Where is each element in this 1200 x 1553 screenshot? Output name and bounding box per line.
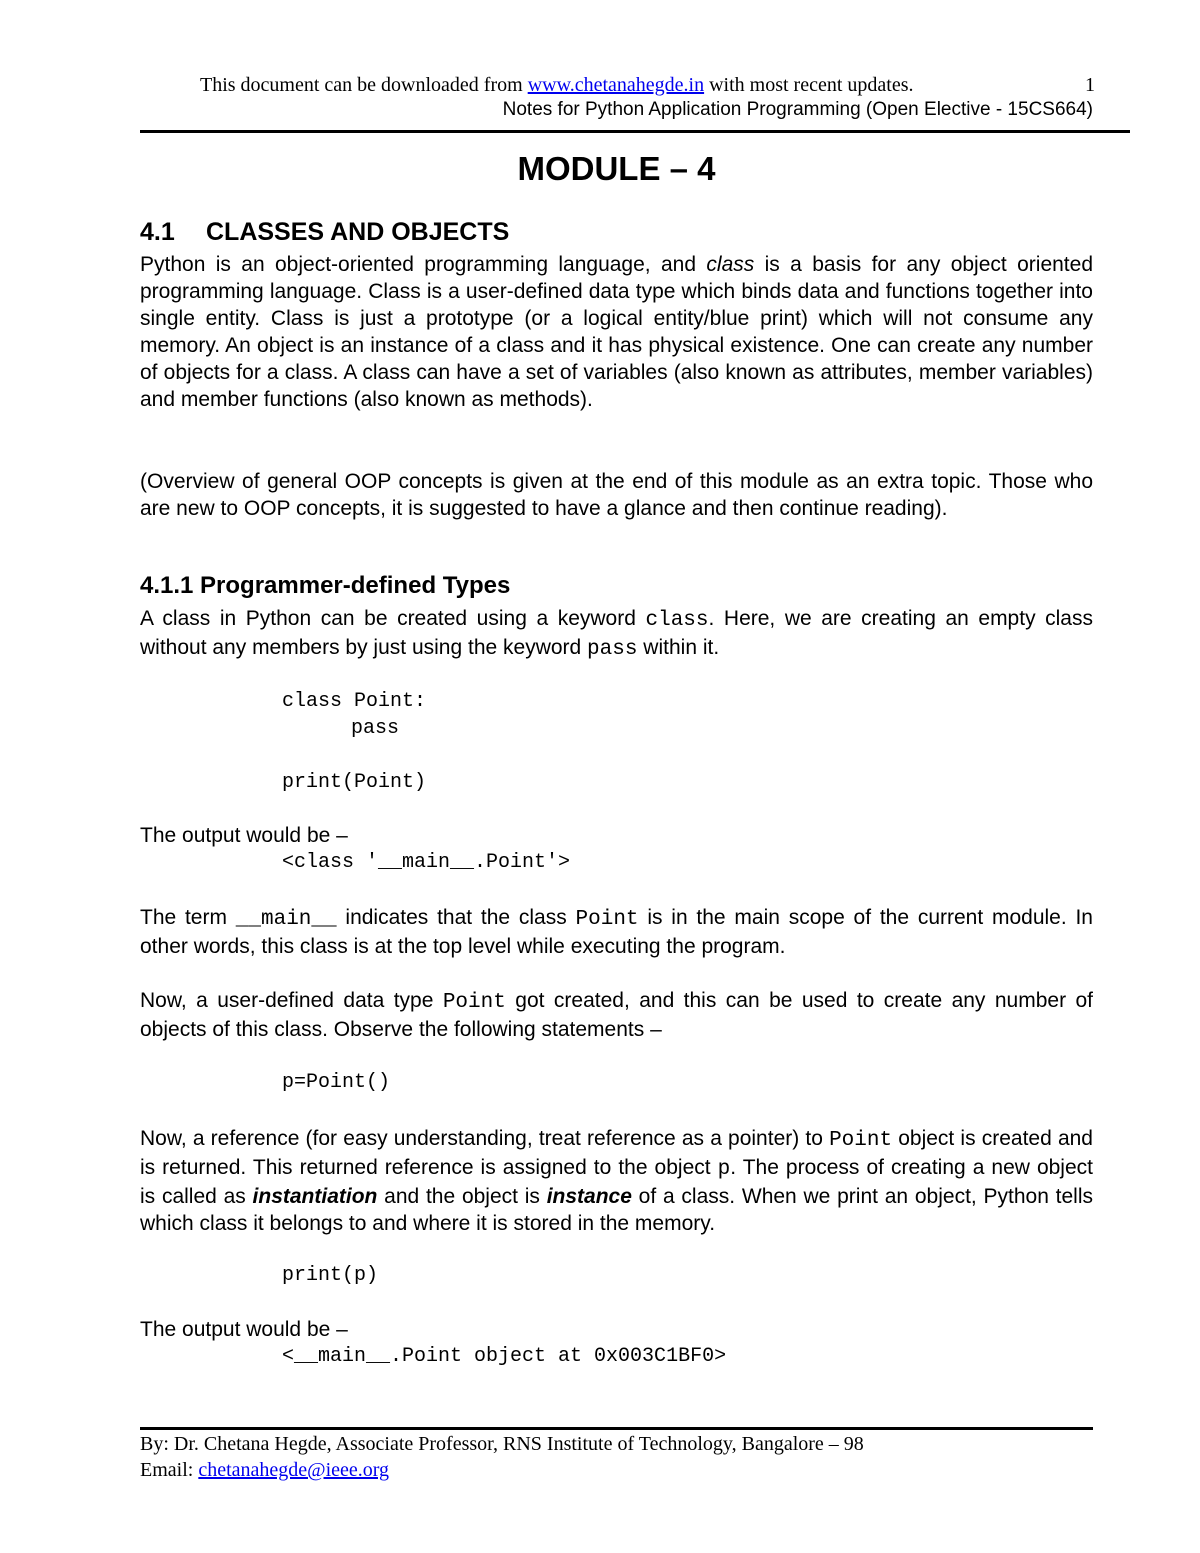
reference-paragraph bbox=[140, 1125, 1093, 1237]
download-prefix: This document can be downloaded from bbox=[200, 74, 528, 96]
point-keyword: Point bbox=[829, 1129, 893, 1152]
main-para-text-1: The term bbox=[140, 906, 236, 929]
udt-text-2: got created, and this can be used to create any number of objects of this class. Observe the following statements – bbox=[140, 989, 1094, 1041]
intro-paragraph bbox=[140, 251, 1093, 413]
class-para-text-1: A class in Python can be created using a keyword bbox=[140, 607, 646, 630]
author-line: By: Dr. Chetana Hegde, Associate Professor, RNS Institute of Technology, Bangalore – 98 bbox=[140, 1433, 864, 1455]
header-rule bbox=[140, 130, 1130, 133]
ref-text-2: object is created and is returned. This returned reference is assigned to the object bbox=[140, 1127, 1093, 1179]
code-print-p: print(p) bbox=[282, 1264, 379, 1287]
ref-text-5: of a class. When we print an object, Python tells which class it belongs to and where it is stored in the memory. bbox=[140, 1185, 1094, 1235]
module-title: MODULE – 4 bbox=[517, 150, 716, 187]
main-para-text-2: indicates that the class bbox=[336, 906, 576, 929]
point-keyword: Point bbox=[442, 991, 506, 1014]
output-label-1: The output would be – bbox=[140, 824, 348, 847]
main-keyword: __main__ bbox=[235, 908, 337, 931]
overview-text: (Overview of general OOP concepts is given at the end of this module as an extra topic. Those who are new to OOP concepts, it is suggested to have a glance and then continue reading). bbox=[140, 470, 1093, 520]
section-title: CLASSES AND OBJECTS bbox=[206, 218, 510, 246]
class-para-text-2: . Here, we are creating an empty class without any members by just using the keyword bbox=[140, 607, 1093, 659]
output-2: <__main__.Point object at 0x003C1BF0> bbox=[282, 1345, 727, 1368]
overview-paragraph bbox=[140, 468, 1093, 522]
ref-text-1: Now, a reference (for easy understanding, treat reference as a pointer) to bbox=[140, 1127, 830, 1150]
output-1: <class '__main__.Point'> bbox=[282, 851, 571, 874]
section-heading bbox=[140, 218, 509, 247]
ref-text-4: and the object is bbox=[377, 1185, 547, 1208]
download-note bbox=[200, 74, 1095, 97]
website-link[interactable]: www.chetanahegde.in bbox=[527, 74, 705, 96]
email-label: Email: bbox=[140, 1459, 199, 1481]
code-instantiate: p=Point() bbox=[282, 1071, 391, 1094]
class-keyword: class bbox=[645, 609, 709, 632]
udt-paragraph bbox=[140, 987, 1093, 1043]
section-number: 4.1 bbox=[140, 218, 175, 246]
email-link[interactable]: chetanahegde@ieee.org bbox=[198, 1459, 390, 1481]
instance-term: instance bbox=[546, 1185, 632, 1208]
intro-text-2: is a basis for any object oriented programming language. Class is a user-defined data type which binds data and functions together into single entity. Class is just a prototype (or a logical entity/blue print) which will not consume any memory. An object is an instance of a class and it has physical existence. One can create any number of objects for a class. A class can have a set of variables (also known as attributes, member variables) and member functions (also known as methods). bbox=[140, 253, 1093, 411]
output-label-2: The output would be – bbox=[140, 1318, 348, 1341]
class-emphasis: class bbox=[706, 253, 755, 276]
code-line-print-point: print(Point) bbox=[282, 771, 427, 794]
email-line bbox=[140, 1459, 389, 1482]
pass-keyword: pass bbox=[587, 638, 638, 661]
download-suffix: with most recent updates. bbox=[704, 74, 914, 96]
page-number: 1 bbox=[1085, 74, 1095, 96]
main-scope-paragraph bbox=[140, 904, 1093, 960]
p-variable: p bbox=[717, 1158, 731, 1181]
udt-text-1: Now, a user-defined data type bbox=[140, 989, 443, 1012]
main-para-text-3: is in the main scope of the current module. In other words, this class is at the top level while executing the program. bbox=[140, 906, 1093, 958]
class-para-text-3: within it. bbox=[637, 636, 720, 659]
class-keyword-paragraph bbox=[140, 605, 1093, 663]
footer-rule bbox=[140, 1427, 1093, 1430]
point-keyword: Point bbox=[575, 908, 639, 931]
code-line-class-def: class Point: bbox=[282, 690, 427, 713]
code-line-pass: pass bbox=[351, 717, 400, 740]
instantiation-term: instantiation bbox=[252, 1185, 378, 1208]
intro-text-1: Python is an object-oriented programming language, and bbox=[140, 253, 707, 276]
subsection-heading: 4.1.1 Programmer-defined Types bbox=[140, 572, 511, 599]
notes-title: Notes for Python Application Programming (Open Elective - 15CS664) bbox=[502, 99, 1093, 120]
ref-text-3: . The process of creating a new object is called as bbox=[140, 1156, 1093, 1208]
